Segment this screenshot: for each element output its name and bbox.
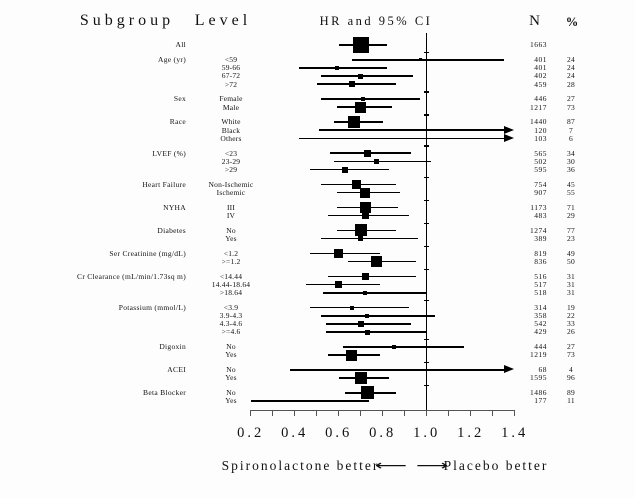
hr-marker xyxy=(360,188,370,198)
group-label: LVEF (%) xyxy=(152,148,186,158)
pct-value: 96 xyxy=(566,373,576,383)
ci-line xyxy=(317,83,396,85)
hr-marker xyxy=(334,249,343,258)
ci-line xyxy=(352,59,504,61)
x-axis-tick-label: 1.4 xyxy=(501,425,529,441)
group-label: NYHA xyxy=(163,202,186,212)
pct-value: 24 xyxy=(566,55,576,65)
footer-note xyxy=(100,458,635,474)
n-value: 483 xyxy=(534,210,547,220)
level-label: 23-29 xyxy=(221,156,241,166)
ci-line xyxy=(323,292,426,294)
hr-marker xyxy=(365,330,370,335)
header-pct: % xyxy=(565,15,579,29)
x-axis-tick xyxy=(492,410,493,417)
pct-value: 4 xyxy=(568,365,574,375)
group-label: All xyxy=(175,40,186,50)
pct-value: 73 xyxy=(566,102,576,112)
ref-line-dash xyxy=(424,52,429,53)
footer-right-label: Placebo better xyxy=(443,458,549,473)
ref-line-dash xyxy=(424,114,429,115)
level-label: No xyxy=(226,365,236,375)
group-label: ACEI xyxy=(167,365,186,375)
pct-value: 49 xyxy=(566,248,576,258)
n-value: 444 xyxy=(534,342,547,352)
x-axis-tick xyxy=(272,410,273,417)
hr-marker xyxy=(348,116,360,128)
x-axis-tick xyxy=(382,410,383,417)
header-level: Level xyxy=(194,12,252,29)
level-label: III xyxy=(226,202,236,212)
n-value: 103 xyxy=(534,133,547,143)
n-value: 1486 xyxy=(530,388,547,398)
n-value: 754 xyxy=(534,179,547,189)
group-label: Digoxin xyxy=(159,342,186,352)
ci-line xyxy=(290,369,505,371)
pct-value: 36 xyxy=(566,164,576,174)
ci-line xyxy=(319,129,505,131)
ci-line xyxy=(310,169,389,171)
left-arrow-icon: ⟵ xyxy=(375,458,408,474)
group-label: Potassium (mmol/L) xyxy=(118,302,186,312)
pct-value: 26 xyxy=(566,327,576,337)
n-value: 402 xyxy=(534,71,547,81)
ref-line-dash xyxy=(424,269,429,270)
pct-value: 7 xyxy=(568,125,574,135)
hr-marker xyxy=(349,81,355,87)
pct-value: 87 xyxy=(566,117,576,127)
level-label: No xyxy=(226,342,236,352)
group-label: Sex xyxy=(173,94,186,104)
level-label: >=4.6 xyxy=(221,327,241,337)
n-value: 446 xyxy=(534,94,547,104)
level-label: 4.3-4.6 xyxy=(219,319,243,329)
level-label: Yes xyxy=(225,373,237,383)
ci-line xyxy=(321,315,435,317)
ci-line xyxy=(328,276,416,278)
x-axis-tick xyxy=(426,410,427,417)
level-label: Yes xyxy=(225,233,237,243)
pct-value: 50 xyxy=(566,256,576,266)
ref-line-dash xyxy=(424,223,429,224)
x-axis-tick xyxy=(470,410,471,417)
hr-marker xyxy=(342,167,348,173)
pct-value: 34 xyxy=(566,148,576,158)
ci-line xyxy=(334,161,431,163)
pct-value: 33 xyxy=(566,319,576,329)
n-value: 358 xyxy=(534,310,547,320)
ci-line xyxy=(299,138,505,140)
level-label: >72 xyxy=(224,79,238,89)
level-label: Non-Ischemic xyxy=(208,179,254,189)
header-subgroup: Subgroup xyxy=(79,12,175,29)
n-value: 518 xyxy=(534,287,547,297)
level-label: Female xyxy=(219,94,243,104)
level-label: No xyxy=(226,225,236,235)
x-axis-tick xyxy=(404,410,405,417)
level-label: Yes xyxy=(225,350,237,360)
pct-value: 22 xyxy=(566,310,576,320)
pct-value: 55 xyxy=(566,187,576,197)
header-ci-title: HR and 95% CI xyxy=(319,14,433,28)
ref-line-dash xyxy=(424,91,429,92)
ci-line xyxy=(310,307,409,309)
hr-marker xyxy=(353,37,369,53)
level-label: >=1.2 xyxy=(221,256,241,266)
group-label: Heart Failure xyxy=(142,179,186,189)
x-axis-tick-label: 0.8 xyxy=(369,425,397,441)
level-label: Male xyxy=(222,102,240,112)
n-value: 1217 xyxy=(530,102,547,112)
ref-line-dash xyxy=(424,200,429,201)
x-axis-tick xyxy=(514,410,515,417)
n-value: 1274 xyxy=(530,225,547,235)
level-label: 3.9-4.3 xyxy=(219,310,243,320)
ci-line xyxy=(321,75,413,77)
level-label: >29 xyxy=(224,164,238,174)
hr-marker xyxy=(355,224,367,236)
hr-marker xyxy=(364,150,371,157)
x-axis-tick-label: 0.2 xyxy=(237,425,265,441)
group-label: Cr Clearance (mL/min/1.73sq m) xyxy=(77,271,186,281)
n-value: 516 xyxy=(534,271,547,281)
hr-marker xyxy=(335,281,342,288)
n-value: 68 xyxy=(538,365,547,375)
ref-line-dash xyxy=(424,339,429,340)
ci-line xyxy=(343,346,464,348)
ref-line xyxy=(426,33,427,410)
hr-marker xyxy=(419,58,422,61)
n-value: 1663 xyxy=(530,40,547,50)
x-axis-tick-label: 1.0 xyxy=(413,425,441,441)
level-label: IV xyxy=(226,210,236,220)
n-value: 389 xyxy=(534,233,547,243)
x-axis-tick xyxy=(316,410,317,417)
n-value: 459 xyxy=(534,79,547,89)
header-n: N xyxy=(529,13,541,29)
pct-value: 30 xyxy=(566,156,576,166)
pct-value: 27 xyxy=(566,94,576,104)
hr-marker xyxy=(371,256,382,267)
ref-line-dash xyxy=(424,362,429,363)
group-label: Beta Blocker xyxy=(143,388,186,398)
pct-value: 27 xyxy=(566,342,576,352)
pct-value: 71 xyxy=(566,202,576,212)
pct-value: 23 xyxy=(566,233,576,243)
hr-marker xyxy=(358,321,364,327)
level-label: No xyxy=(226,388,236,398)
hr-marker xyxy=(355,102,366,113)
ci-line xyxy=(326,331,427,333)
x-axis-tick xyxy=(294,410,295,417)
level-label: Ischemic xyxy=(216,187,246,197)
n-value: 819 xyxy=(534,248,547,258)
hr-marker xyxy=(362,212,369,219)
ref-line-dash xyxy=(424,385,429,386)
pct-value: 77 xyxy=(566,225,576,235)
group-label: Race xyxy=(169,117,186,127)
level-label: Others xyxy=(220,133,242,143)
pct-value: 19 xyxy=(566,302,576,312)
level-label: Yes xyxy=(225,396,237,406)
n-value: 595 xyxy=(534,164,547,174)
hr-marker xyxy=(350,306,354,310)
level-label: <3.9 xyxy=(223,302,239,312)
n-value: 177 xyxy=(534,396,547,406)
n-value: 401 xyxy=(534,55,547,65)
ci-line xyxy=(348,261,416,263)
level-label: 59-66 xyxy=(221,63,241,73)
hr-marker xyxy=(374,159,379,164)
ci-line xyxy=(321,98,420,100)
pct-value: 31 xyxy=(566,279,576,289)
n-value: 1219 xyxy=(530,350,547,360)
n-value: 314 xyxy=(534,302,547,312)
ref-line-dash xyxy=(424,246,429,247)
level-label: <59 xyxy=(224,55,238,65)
footer-left-label: Spironolactone better xyxy=(221,458,380,473)
n-value: 401 xyxy=(534,63,547,73)
ci-line xyxy=(306,284,381,286)
hr-marker xyxy=(361,97,365,101)
pct-value: 28 xyxy=(566,79,576,89)
x-axis-tick xyxy=(448,410,449,417)
pct-value: 24 xyxy=(566,71,576,81)
ci-line xyxy=(299,67,387,69)
level-label: 14.44-18.64 xyxy=(211,279,251,289)
x-axis-tick xyxy=(250,410,251,417)
hr-marker xyxy=(392,345,396,349)
n-value: 907 xyxy=(534,187,547,197)
ref-line-dash xyxy=(424,145,429,146)
group-label: Ser Creatinine (mg/dL) xyxy=(109,248,186,258)
pct-value: 11 xyxy=(567,396,575,406)
ci-line xyxy=(310,253,380,255)
pct-value: 31 xyxy=(566,287,576,297)
x-axis-tick-label: 0.6 xyxy=(325,425,353,441)
group-label: Age (yr) xyxy=(157,55,186,65)
pct-value: 89 xyxy=(566,388,576,398)
hr-marker xyxy=(346,350,357,361)
pct-value: 73 xyxy=(566,350,576,360)
ref-line-dash xyxy=(424,300,429,301)
pct-value: 29 xyxy=(566,210,576,220)
hr-marker xyxy=(363,291,367,295)
hr-marker xyxy=(361,386,374,399)
n-value: 517 xyxy=(534,279,547,289)
level-label: <1.2 xyxy=(223,248,239,258)
n-value: 565 xyxy=(534,148,547,158)
n-value: 836 xyxy=(534,256,547,266)
n-value: 1173 xyxy=(530,202,547,212)
level-label: <14.44 xyxy=(219,271,243,281)
ci-line xyxy=(251,400,370,402)
hr-marker xyxy=(335,66,339,70)
ci-line xyxy=(321,238,418,240)
hr-marker xyxy=(358,236,363,241)
pct-value: 24 xyxy=(566,63,576,73)
x-axis-tick xyxy=(360,410,361,417)
level-label: 67-72 xyxy=(221,71,241,81)
pct-value: 6 xyxy=(568,133,574,143)
n-value: 502 xyxy=(534,156,547,166)
group-label: Diabetes xyxy=(157,225,186,235)
hr-marker xyxy=(355,372,367,384)
n-value: 429 xyxy=(534,327,547,337)
ref-line-dash xyxy=(424,177,429,178)
level-label: Black xyxy=(221,125,241,135)
pct-value: 31 xyxy=(566,271,576,281)
n-value: 1440 xyxy=(530,117,547,127)
x-axis-tick xyxy=(338,410,339,417)
hr-marker xyxy=(365,314,369,318)
pct-value: 45 xyxy=(566,179,576,189)
x-axis-tick-label: 0.4 xyxy=(281,425,309,441)
n-value: 542 xyxy=(534,319,547,329)
level-label: >18.64 xyxy=(219,287,243,297)
n-value: 1595 xyxy=(530,373,547,383)
x-axis-tick-label: 1.2 xyxy=(457,425,485,441)
level-label: <23 xyxy=(224,148,238,158)
n-value: 120 xyxy=(534,125,547,135)
hr-marker xyxy=(362,273,369,280)
level-label: White xyxy=(221,117,241,127)
right-arrow-icon: ⟶ xyxy=(415,458,448,474)
hr-marker xyxy=(358,74,363,79)
ci-line xyxy=(326,323,412,325)
